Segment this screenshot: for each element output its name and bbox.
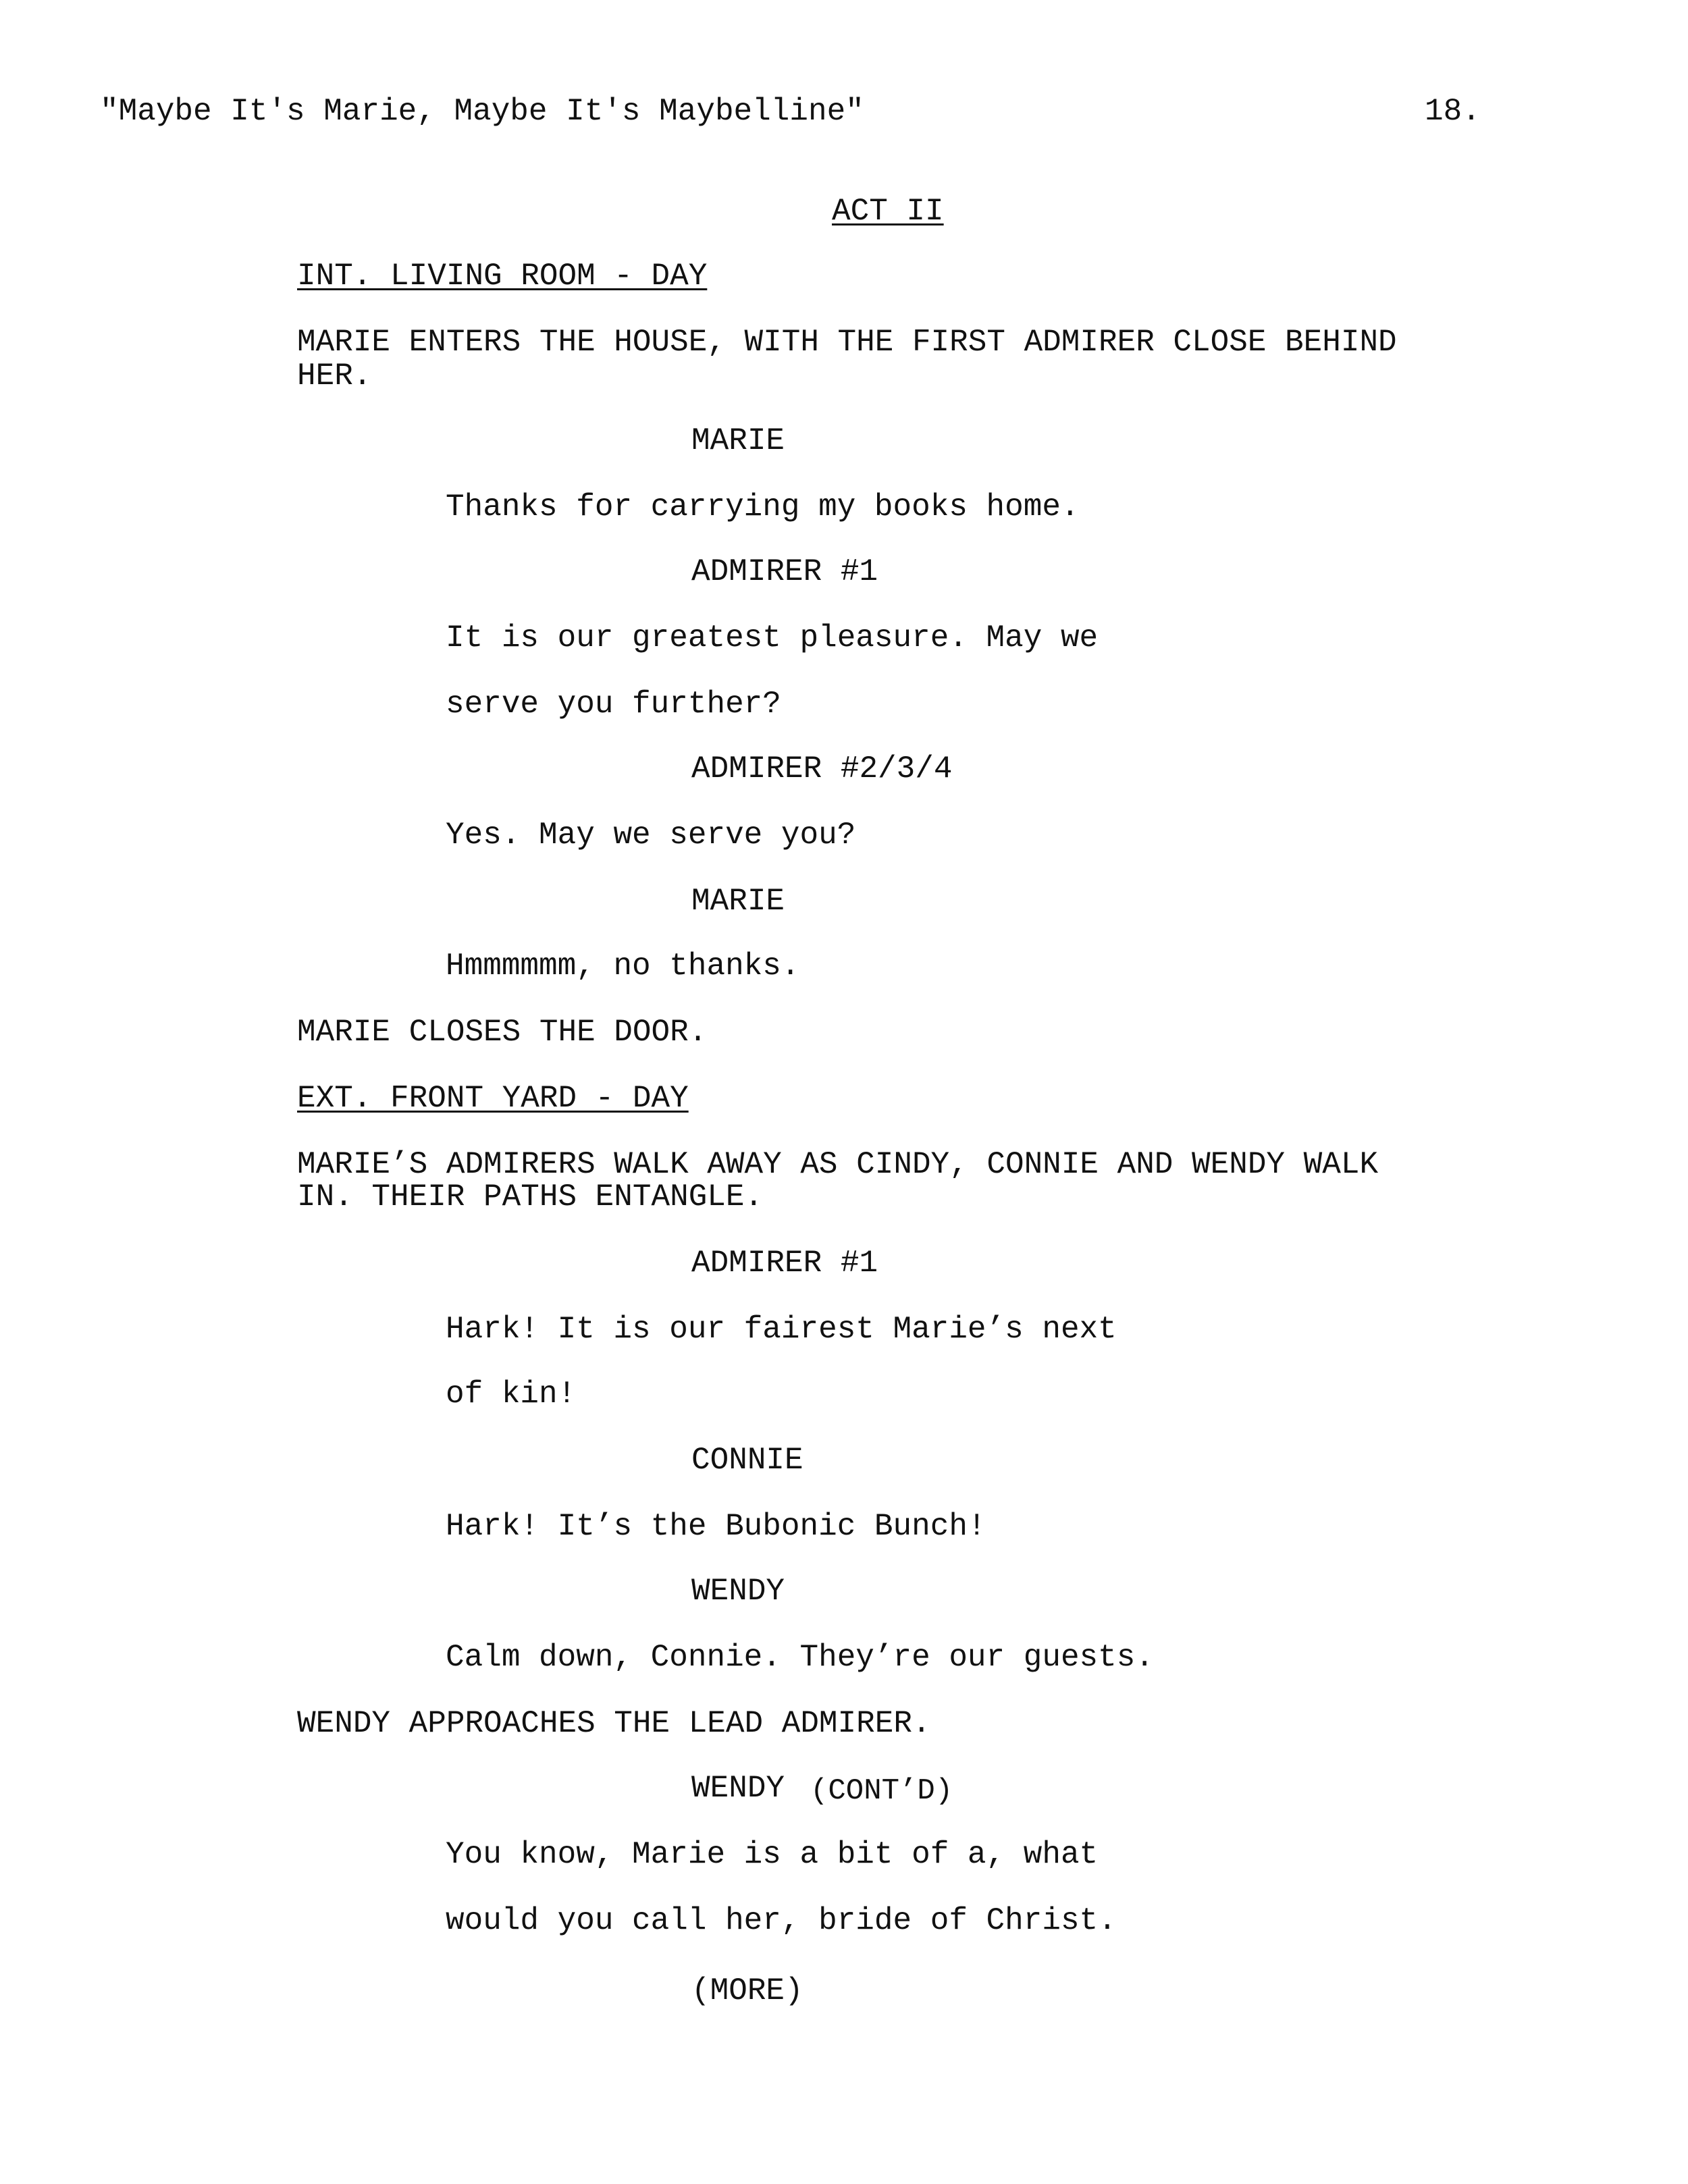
action-line: IN. THEIR PATHS ENTANGLE. [297,1179,764,1215]
character-cue: ADMIRER #2/3/4 [691,751,953,787]
dialogue-line: Yes. May we serve you? [446,818,856,853]
dialogue-line: of kin! [446,1377,577,1412]
dialogue-line: Hmmmmmm, no thanks. [446,949,800,984]
action-line: MARIE ENTERS THE HOUSE, WITH THE FIRST ADMIRER CLOSE BEHIND [297,325,1397,360]
character-cue: WENDY [691,1574,785,1609]
action-line: MARIE CLOSES THE DOOR. [297,1015,708,1050]
action-line: MARIE’S ADMIRERS WALK AWAY AS CINDY, CONNIE AND WENDY WALK [297,1147,1379,1182]
more-marker: (MORE) [691,1973,803,2008]
dialogue-line: It is our greatest pleasure. May we [446,620,1099,656]
dialogue-line: Hark! It’s the Bubonic Bunch! [446,1509,986,1544]
act-heading: ACT II [832,194,944,229]
character-cue: ADMIRER #1 [691,554,878,589]
script-title: "Maybe It's Marie, Maybe It's Maybelline" [100,94,864,129]
character-cue: MARIE [691,884,785,919]
dialogue-line: Calm down, Connie. They’re our guests. [446,1640,1154,1675]
character-cue: CONNIE [691,1443,803,1478]
character-cue: MARIE [691,423,785,458]
scene-heading: INT. LIVING ROOM - DAY [297,259,708,294]
dialogue-line: Hark! It is our fairest Marie’s next [446,1312,1117,1347]
dialogue-line: Thanks for carrying my books home. [446,489,1080,525]
action-line: HER. [297,358,372,394]
action-line: WENDY APPROACHES THE LEAD ADMIRER. [297,1706,931,1741]
page-number: 18. [1425,94,1481,129]
scene-heading: EXT. FRONT YARD - DAY [297,1081,689,1116]
dialogue-line: serve you further? [446,687,781,722]
dialogue-line: You know, Marie is a bit of a, what [446,1837,1099,1872]
character-cue: WENDY [691,1771,785,1806]
character-cue: ADMIRER #1 [691,1246,878,1281]
character-extension: (CONT’D) [810,1774,953,1808]
dialogue-line: would you call her, bride of Christ. [446,1903,1117,1938]
